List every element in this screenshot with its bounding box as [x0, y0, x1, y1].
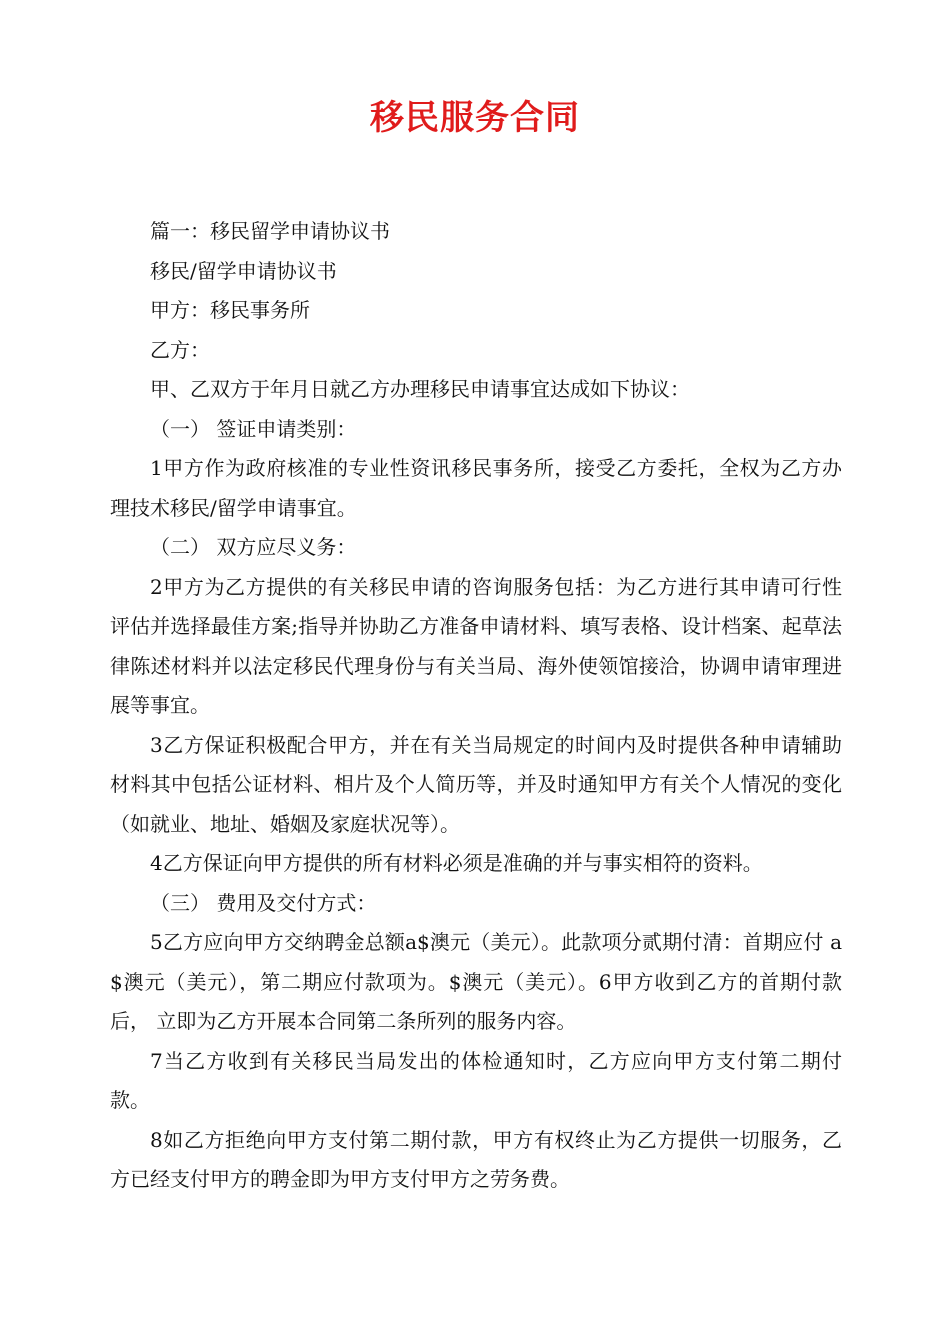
paragraph-clause-heading-3: （三） 费用及交付方式：: [150, 890, 377, 915]
paragraph-preamble: 甲、乙双方于年月日就乙方办理移民申请事宜达成如下协议：: [150, 377, 690, 401]
paragraph-clause-heading-2: （二） 双方应尽义务：: [150, 535, 357, 559]
paragraph-clause-7: 7当乙方收到有关移民当局发出的体检通知时，乙方应向甲方支付第二期付款。: [110, 1048, 842, 1112]
paragraph-party-a: 甲方：移民事务所: [150, 298, 310, 322]
document-title: 移民服务合同: [370, 98, 580, 138]
paragraph-clause-5-6: 5乙方应向甲方交纳聘金总额a$澳元（美元）。此款项分贰期付清：首期应付 a$澳元（美元），第二期应付款项为。$澳元（美元）。6甲方收到乙方的首期付款后， 立即为乙方开展本合同第二条所列的服务内容。: [110, 930, 842, 1033]
paragraph-agreement-name: 移民/留学申请协议书: [150, 258, 337, 283]
paragraph-clause-heading-1: （一） 签证申请类别：: [150, 416, 357, 441]
paragraph-clause-2: 2甲方为乙方提供的有关移民申请的咨询服务包括：为乙方进行其申请可行性评估并选择最佳方案;指导并协助乙方准备申请材料、填写表格、设计档案、起草法律陈述材料并以法定移民代理身份与有关当局、海外使领馆接洽，协调申请审理进展等事宜。: [110, 574, 842, 717]
paragraph-clause-3: 3乙方保证积极配合甲方，并在有关当局规定的时间内及时提供各种申请辅助材料其中包括公证材料、相片及个人简历等，并及时通知甲方有关个人情况的变化（如就业、地址、婚姻及家庭状况等）。: [110, 732, 842, 836]
paragraph-section-heading: 篇一：移民留学申请协议书: [150, 219, 390, 243]
document-body: [110, 212, 842, 1200]
paragraph-clause-4: 4乙方保证向甲方提供的所有材料必须是准确的并与事实相符的资料。: [150, 851, 763, 875]
paragraph-clause-8: 8如乙方拒绝向甲方支付第二期付款，甲方有权终止为乙方提供一切服务，乙方已经支付甲方的聘金即为甲方支付甲方之劳务费。: [110, 1127, 842, 1191]
paragraph-clause-1: 1甲方作为政府核准的专业性资讯移民事务所，接受乙方委托，全权为乙方办理技术移民/留学申请事宜。: [110, 456, 842, 520]
paragraph-party-b: 乙方：: [150, 337, 210, 362]
